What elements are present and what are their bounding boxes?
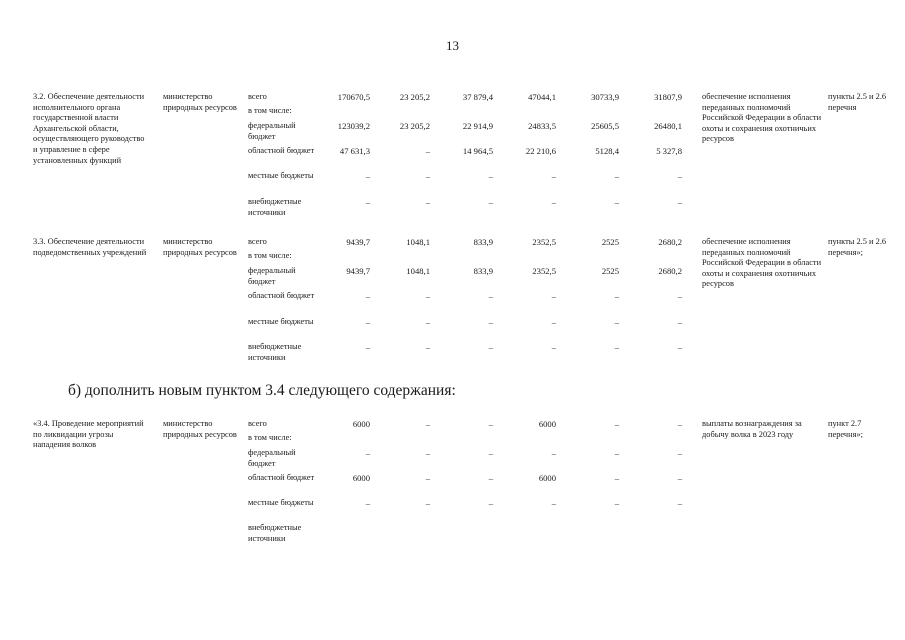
funding-value: 31807,9 [654,92,682,102]
funding-value: – [551,448,556,458]
funding-value: – [365,498,370,508]
funding-value: – [614,342,619,352]
funding-value: – [488,291,493,301]
funding-value: – [425,498,430,508]
funding-value: – [425,448,430,458]
funding-value: 2680,2 [658,266,682,276]
funding-value: – [488,448,493,458]
funding-value: – [677,473,682,483]
funding-source: областной бюджет [248,473,315,482]
funding-value: – [425,291,430,301]
funding-value: – [488,171,493,181]
result: обеспечение исполнения переданных полномочий Российской Федерации в области охоты и сохранения охотничьих ресурсов [702,237,822,289]
funding-value: 123039,2 [337,121,370,131]
funding-value: – [677,171,682,181]
funding-value: – [365,291,370,301]
funding-source: областной бюджет [248,291,315,300]
funding-value: 22 210,6 [525,146,556,156]
funding-value: – [614,498,619,508]
funding-value: – [677,342,682,352]
funding-value: 23 205,2 [399,121,430,131]
funding-value: – [425,171,430,181]
funding-value: – [614,419,619,429]
executor: министерство природных ресурсов [163,419,237,439]
funding-value: – [614,291,619,301]
funding-value: 22 914,9 [462,121,493,131]
measure-description: 3.2. Обеспечение деятельности исполнительного органа государственной власти Архангельской области, осуществляющего руководство и управление в сфере установленных функций [33,92,145,165]
funding-value: – [551,498,556,508]
funding-value: – [677,419,682,429]
funding-value: 47 631,3 [339,146,370,156]
executor: министерство природных ресурсов [163,92,237,112]
funding-source: федеральный бюджет [248,448,296,468]
funding-source: внебюджетные источники [248,342,302,362]
funding-source: местные бюджеты [248,498,314,507]
result: обеспечение исполнения переданных полномочий Российской Федерации в области охоты и сохранения охотничьих ресурсов [702,92,822,144]
funding-value: – [365,317,370,327]
amendment-heading: б) дополнить новым пунктом 3.4 следующего содержания: [68,382,456,399]
funding-source: в том числе: [248,433,292,442]
executor: министерство природных ресурсов [163,237,237,257]
funding-value: – [488,498,493,508]
funding-value: – [614,448,619,458]
funding-value: – [365,448,370,458]
funding-value: – [425,317,430,327]
funding-value: 26480,1 [654,121,682,131]
funding-value: – [551,291,556,301]
funding-value: 1048,1 [406,237,430,247]
funding-value: – [677,317,682,327]
funding-value: – [614,473,619,483]
funding-source: в том числе: [248,106,292,115]
funding-value: 23 205,2 [399,92,430,102]
funding-value: – [488,473,493,483]
funding-value: – [614,171,619,181]
funding-source: местные бюджеты [248,317,314,326]
result: выплаты вознаграждения за добычу волка в 2023 году [702,419,802,439]
funding-value: – [365,342,370,352]
funding-value: – [488,317,493,327]
funding-source: федеральный бюджет [248,266,296,286]
funding-value: 833,9 [473,266,493,276]
funding-value: – [677,448,682,458]
funding-value: 2352,5 [532,266,556,276]
funding-value: – [614,197,619,207]
funding-value: 9439,7 [346,237,370,247]
funding-value: 14 964,5 [462,146,493,156]
funding-value: 2680,2 [658,237,682,247]
funding-source: внебюджетные источники [248,197,302,217]
funding-source: федеральный бюджет [248,121,296,141]
funding-value: – [677,291,682,301]
funding-value: 2352,5 [532,237,556,247]
funding-value: – [425,342,430,352]
funding-value: 6000 [538,473,556,483]
funding-value: 6000 [352,473,370,483]
funding-value: – [551,171,556,181]
funding-value: – [614,317,619,327]
funding-value: 24833,5 [528,121,556,131]
funding-value: – [365,197,370,207]
funding-value: 2525 [601,266,619,276]
funding-value: – [551,197,556,207]
funding-value: 6000 [352,419,370,429]
funding-value: – [677,197,682,207]
funding-value: 6000 [538,419,556,429]
funding-source: областной бюджет [248,146,315,155]
funding-value: – [677,498,682,508]
funding-source: внебюджетные источники [248,523,302,543]
funding-value: 30733,9 [591,92,619,102]
funding-value: 2525 [601,237,619,247]
funding-source: всего [248,419,267,428]
list-points: пункт 2.7 перечня»; [828,419,863,439]
list-points: пункты 2.5 и 2.6 перечня [828,92,887,112]
measure-description: 3.3. Обеспечение деятельности подведомственных учреждений [33,237,147,257]
funding-value: – [488,342,493,352]
funding-source: в том числе: [248,251,292,260]
funding-value: 170670,5 [337,92,370,102]
funding-source: местные бюджеты [248,171,314,180]
funding-value: – [488,419,493,429]
funding-value: – [551,317,556,327]
funding-value: 1048,1 [406,266,430,276]
funding-value: 5 327,8 [656,146,682,156]
funding-value: – [425,473,430,483]
measure-description: «3.4. Проведение мероприятий по ликвидации угрозы нападения волков [33,419,144,450]
funding-value: – [551,342,556,352]
funding-value: – [425,419,430,429]
funding-value: – [488,197,493,207]
funding-value: 37 879,4 [462,92,493,102]
funding-value: 833,9 [473,237,493,247]
funding-value: – [425,146,430,156]
funding-source: всего [248,92,267,101]
funding-source: всего [248,237,267,246]
page-number: 13 [446,38,459,53]
list-points: пункты 2.5 и 2.6 перечня»; [828,237,887,257]
funding-value: 47044,1 [528,92,556,102]
funding-value: 9439,7 [346,266,370,276]
funding-value: 5128,4 [595,146,619,156]
funding-value: – [365,171,370,181]
funding-value: – [425,197,430,207]
funding-value: 25605,5 [591,121,619,131]
